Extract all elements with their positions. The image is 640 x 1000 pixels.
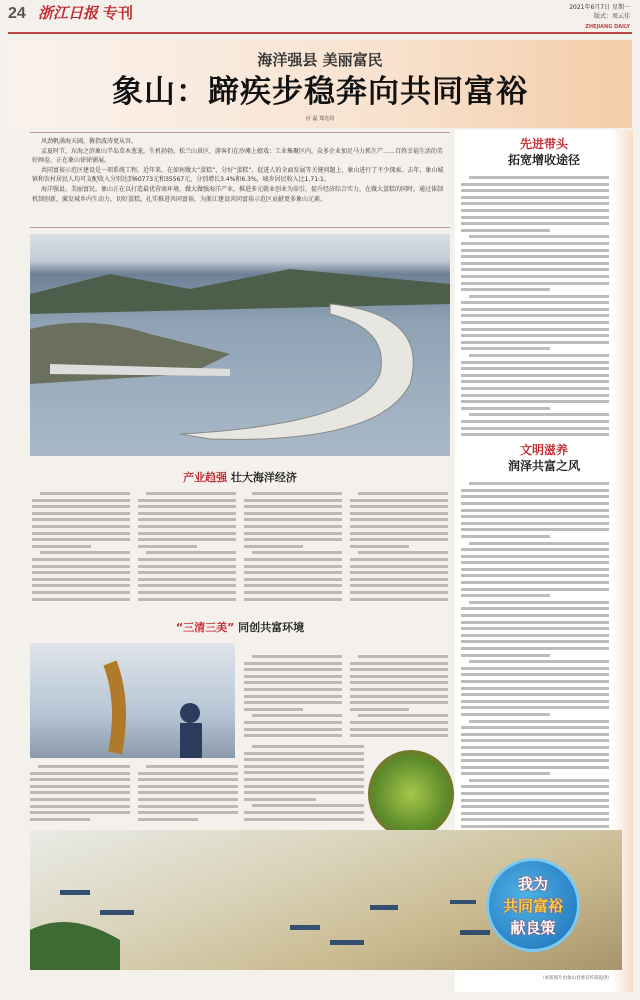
text-line xyxy=(32,591,130,594)
sidebar-title: 拓宽增收途径 xyxy=(507,153,580,167)
text-line xyxy=(461,687,609,690)
text-line xyxy=(461,812,609,815)
seaweed-drying-photo xyxy=(30,643,235,758)
text-line xyxy=(138,818,198,821)
text-line xyxy=(469,779,609,782)
page-header xyxy=(0,0,640,40)
photo-credit: （本版图片由象山县委宣传部提供） xyxy=(540,976,612,981)
text-line xyxy=(461,268,609,271)
text-line xyxy=(244,505,342,508)
text-line xyxy=(461,489,609,492)
text-line xyxy=(244,798,316,801)
text-line xyxy=(350,545,409,548)
text-column xyxy=(138,492,236,604)
section-highlight: “三清三美” xyxy=(175,621,235,634)
breakwater-illustration xyxy=(30,234,450,456)
text-line xyxy=(461,561,609,564)
text-line xyxy=(244,662,342,665)
text-line xyxy=(461,746,609,749)
text-line xyxy=(469,295,609,298)
text-line xyxy=(138,525,236,528)
text-line xyxy=(461,548,609,551)
text-line xyxy=(461,818,609,821)
lead-paragraph: 孟夏时节，东海之滨象山半岛草木葱茏，生机勃勃。松兰山景区，游客们在沙滩上嬉戏；工业集聚区内，众多企业加足马力抓生产……百姓幸福生活的美好画卷，正在象山徐徐铺展。 xyxy=(32,147,444,165)
text-line xyxy=(461,647,609,650)
text-line xyxy=(461,275,609,278)
text-line xyxy=(461,693,609,696)
text-line xyxy=(461,634,609,637)
text-line xyxy=(461,288,550,291)
text-line xyxy=(32,538,130,541)
text-line xyxy=(138,785,238,788)
lead-paragraphs xyxy=(30,132,450,228)
text-line xyxy=(469,482,609,485)
text-line xyxy=(461,568,609,571)
section-highlight: 产业趋强 xyxy=(183,471,228,484)
text-line xyxy=(461,825,609,828)
text-line xyxy=(358,492,448,495)
text-line xyxy=(350,728,448,731)
text-line xyxy=(461,341,609,344)
text-line xyxy=(244,695,342,698)
section-heading-environment xyxy=(30,620,450,635)
text-line xyxy=(461,196,609,199)
section-title: 壮大海洋经济 xyxy=(230,471,297,484)
text-line xyxy=(461,308,609,311)
text-line xyxy=(461,189,609,192)
text-line xyxy=(461,202,609,205)
text-line xyxy=(244,701,342,704)
text-line xyxy=(461,374,609,377)
text-line xyxy=(461,733,609,736)
text-line xyxy=(461,282,609,285)
kicker: 海洋强县 美丽富民 xyxy=(257,51,383,69)
paper-name-logo: 浙江日报 xyxy=(38,4,99,22)
text-line xyxy=(461,400,609,403)
text-line xyxy=(146,551,236,554)
text-line xyxy=(138,584,236,587)
text-line xyxy=(461,785,609,788)
text-line xyxy=(244,708,303,711)
text-line xyxy=(244,545,303,548)
text-line xyxy=(138,591,236,594)
text-line xyxy=(350,499,448,502)
text-line xyxy=(461,229,550,232)
sidebar-highlight: 文明滋养 xyxy=(519,443,568,458)
section-heading-industry xyxy=(30,470,450,485)
text-line xyxy=(461,706,609,709)
text-line xyxy=(469,601,609,604)
text-column xyxy=(350,655,448,741)
text-line xyxy=(461,394,609,397)
text-line xyxy=(244,525,342,528)
text-line xyxy=(40,492,130,495)
text-line xyxy=(461,805,609,808)
sidebar-highlight: 先进带头 xyxy=(519,137,568,151)
text-line xyxy=(461,528,609,531)
text-line xyxy=(461,387,609,390)
text-line xyxy=(469,354,609,357)
lead-paragraph: 风劲帆满海天阔，俯指波涛更从容。 xyxy=(41,138,138,145)
text-line xyxy=(138,532,236,535)
section-label: 专刊 xyxy=(103,4,134,22)
text-line xyxy=(461,427,609,430)
harbor-aerial-photo xyxy=(30,234,450,456)
text-line xyxy=(461,640,609,643)
text-line xyxy=(461,347,550,350)
text-line xyxy=(244,721,342,724)
text-line xyxy=(40,551,130,554)
text-line xyxy=(244,771,364,774)
text-line xyxy=(30,791,130,794)
text-line xyxy=(32,512,130,515)
text-line xyxy=(461,433,609,436)
text-line xyxy=(244,728,342,731)
text-line xyxy=(32,565,130,568)
text-line xyxy=(32,532,130,535)
text-line xyxy=(461,607,609,610)
text-line xyxy=(350,668,448,671)
text-line xyxy=(138,778,238,781)
text-line xyxy=(244,791,364,794)
text-line xyxy=(244,765,364,768)
text-line xyxy=(138,499,236,502)
text-line xyxy=(461,753,609,756)
text-line xyxy=(350,675,448,678)
text-line xyxy=(244,688,342,691)
header-rule xyxy=(8,32,632,34)
text-line xyxy=(32,525,130,528)
text-line xyxy=(30,805,130,808)
text-line xyxy=(358,655,448,658)
text-line xyxy=(32,505,130,508)
text-line xyxy=(461,334,609,337)
text-column xyxy=(350,492,448,604)
text-column xyxy=(244,655,342,741)
text-line xyxy=(30,798,130,801)
text-line xyxy=(461,739,609,742)
text-line xyxy=(146,765,238,768)
text-line xyxy=(461,328,609,331)
text-line xyxy=(32,578,130,581)
text-line xyxy=(461,242,609,245)
text-line xyxy=(461,759,609,762)
text-line xyxy=(350,518,448,521)
text-line xyxy=(461,301,609,304)
text-line xyxy=(350,734,448,737)
text-line xyxy=(461,621,609,624)
text-line xyxy=(350,505,448,508)
text-line xyxy=(244,675,342,678)
text-line xyxy=(461,614,609,617)
text-line xyxy=(461,588,609,591)
text-line xyxy=(244,758,364,761)
badge-line: 共同富裕 xyxy=(502,897,563,915)
text-line xyxy=(32,598,130,601)
text-line xyxy=(350,584,448,587)
text-line xyxy=(38,765,130,768)
text-line xyxy=(461,314,609,317)
text-line xyxy=(30,772,130,775)
text-line xyxy=(138,518,236,521)
text-line xyxy=(244,538,342,541)
text-line xyxy=(252,551,342,554)
text-line xyxy=(461,713,550,716)
text-line xyxy=(32,499,130,502)
text-line xyxy=(252,714,342,717)
text-line xyxy=(138,558,236,561)
text-line xyxy=(461,262,609,265)
text-line xyxy=(244,532,342,535)
text-line xyxy=(138,538,236,541)
text-line xyxy=(350,708,409,711)
headline-banner xyxy=(8,40,632,128)
text-line xyxy=(252,804,364,807)
text-line xyxy=(461,249,609,252)
text-line xyxy=(469,720,609,723)
byline: 应 磊 郑光周 xyxy=(305,116,335,122)
text-line xyxy=(138,578,236,581)
text-line xyxy=(244,512,342,515)
text-line xyxy=(461,509,609,512)
text-line xyxy=(138,798,238,801)
text-line xyxy=(461,680,609,683)
text-column xyxy=(244,492,342,604)
text-line xyxy=(469,413,609,416)
lead-paragraph: 共同富裕示范区建设是一项系统工程。近年来，在如何做大“蛋糕”、分好“蛋糕”、促进人的全面发展等关键问题上，象山进行了不少探索。去年，象山城镇和农村居民人均可支配收入分别达到60773元和35567元，分别增长3.4%和6.3%，城乡居民收入比1.71:1。 xyxy=(32,166,444,184)
text-line xyxy=(138,791,238,794)
text-line xyxy=(461,361,609,364)
section-title: 同创共富环境 xyxy=(238,621,305,634)
text-column xyxy=(455,168,633,436)
text-line xyxy=(244,668,342,671)
text-line xyxy=(138,505,236,508)
text-line xyxy=(32,571,130,574)
page-title: 象山：蹄疾步稳奔向共同富裕 xyxy=(112,74,528,110)
text-line xyxy=(146,492,236,495)
text-line xyxy=(461,535,550,538)
text-line xyxy=(30,785,130,788)
text-line xyxy=(244,818,364,821)
text-line xyxy=(461,654,550,657)
text-line xyxy=(461,222,609,225)
text-line xyxy=(244,565,342,568)
orange-harvest-photo xyxy=(368,750,454,838)
text-line xyxy=(350,532,448,535)
text-line xyxy=(244,681,342,684)
text-line xyxy=(350,571,448,574)
sidebar-title: 润泽共富之风 xyxy=(507,459,580,474)
lead-paragraph: 海洋强县，美丽富民。象山正在以打造最优营商环境，做大做强海洋产业，推进多元就业创业为牵引，提升经济综合实力，在做大蛋糕的同时，通过体制机制创新，激发城乡内生动力，切好蛋糕，扎实推进共同富裕，为浙江建设共同富裕示范区贡献更多象山元素。 xyxy=(32,185,444,203)
text-line xyxy=(461,420,609,423)
text-line xyxy=(461,522,609,525)
text-column xyxy=(244,745,364,824)
text-line xyxy=(461,515,609,518)
text-line xyxy=(461,367,609,370)
text-line xyxy=(461,581,609,584)
text-line xyxy=(244,598,342,601)
text-line xyxy=(350,598,448,601)
text-line xyxy=(461,627,609,630)
text-line xyxy=(461,594,550,597)
text-line xyxy=(461,799,609,802)
text-line xyxy=(358,551,448,554)
text-line xyxy=(32,584,130,587)
text-line xyxy=(244,578,342,581)
text-line xyxy=(461,574,609,577)
text-column xyxy=(32,492,130,604)
page-number: 24 xyxy=(8,5,26,22)
text-line xyxy=(350,578,448,581)
editor-credit: 版式：周云佳 xyxy=(593,13,630,20)
badge-line: 献良策 xyxy=(510,919,556,937)
text-line xyxy=(350,701,448,704)
text-line xyxy=(244,811,364,814)
text-line xyxy=(244,499,342,502)
text-line xyxy=(350,538,448,541)
issue-date: 2021年6月7日 星期一 xyxy=(569,4,630,11)
text-line xyxy=(138,772,238,775)
text-line xyxy=(244,571,342,574)
text-line xyxy=(461,321,609,324)
campaign-badge xyxy=(486,858,580,952)
text-line xyxy=(138,512,236,515)
text-line xyxy=(32,545,91,548)
text-line xyxy=(461,216,609,219)
text-line xyxy=(461,766,609,769)
text-line xyxy=(461,502,609,505)
text-line xyxy=(469,542,609,545)
text-line xyxy=(244,584,342,587)
text-line xyxy=(350,688,448,691)
text-line xyxy=(461,673,609,676)
text-column xyxy=(138,765,238,824)
text-line xyxy=(461,772,550,775)
text-line xyxy=(461,667,609,670)
text-line xyxy=(461,209,609,212)
text-line xyxy=(244,752,364,755)
text-line xyxy=(138,565,236,568)
text-line xyxy=(461,726,609,729)
text-line xyxy=(138,545,197,548)
text-line xyxy=(32,518,130,521)
text-line xyxy=(461,555,609,558)
text-line xyxy=(461,380,609,383)
text-line xyxy=(244,558,342,561)
text-line xyxy=(469,176,609,179)
text-line xyxy=(252,745,364,748)
text-column xyxy=(30,765,130,824)
text-line xyxy=(244,518,342,521)
text-line xyxy=(30,778,130,781)
text-line xyxy=(350,695,448,698)
text-line xyxy=(461,700,609,703)
text-line xyxy=(138,805,238,808)
text-line xyxy=(461,183,609,186)
issue-info xyxy=(569,3,630,21)
text-line xyxy=(30,818,90,821)
text-line xyxy=(461,792,609,795)
badge-line: 我为 xyxy=(517,875,548,893)
text-line xyxy=(358,714,448,717)
text-column xyxy=(455,474,633,848)
text-line xyxy=(461,407,550,410)
text-line xyxy=(350,591,448,594)
text-line xyxy=(252,492,342,495)
text-line xyxy=(244,778,364,781)
text-line xyxy=(461,495,609,498)
text-line xyxy=(244,785,364,788)
text-line xyxy=(350,512,448,515)
text-line xyxy=(32,558,130,561)
text-line xyxy=(138,571,236,574)
text-line xyxy=(252,655,342,658)
text-line xyxy=(461,255,609,258)
text-line xyxy=(350,558,448,561)
text-line xyxy=(469,235,609,238)
paper-name-en: ZHEJIANG DAILY xyxy=(585,24,630,30)
text-line xyxy=(469,660,609,663)
text-line xyxy=(350,662,448,665)
text-line xyxy=(350,525,448,528)
text-line xyxy=(138,811,238,814)
text-line xyxy=(138,598,236,601)
text-line xyxy=(244,591,342,594)
text-line xyxy=(244,734,342,737)
text-line xyxy=(350,681,448,684)
text-line xyxy=(350,565,448,568)
text-line xyxy=(30,811,130,814)
text-line xyxy=(350,721,448,724)
